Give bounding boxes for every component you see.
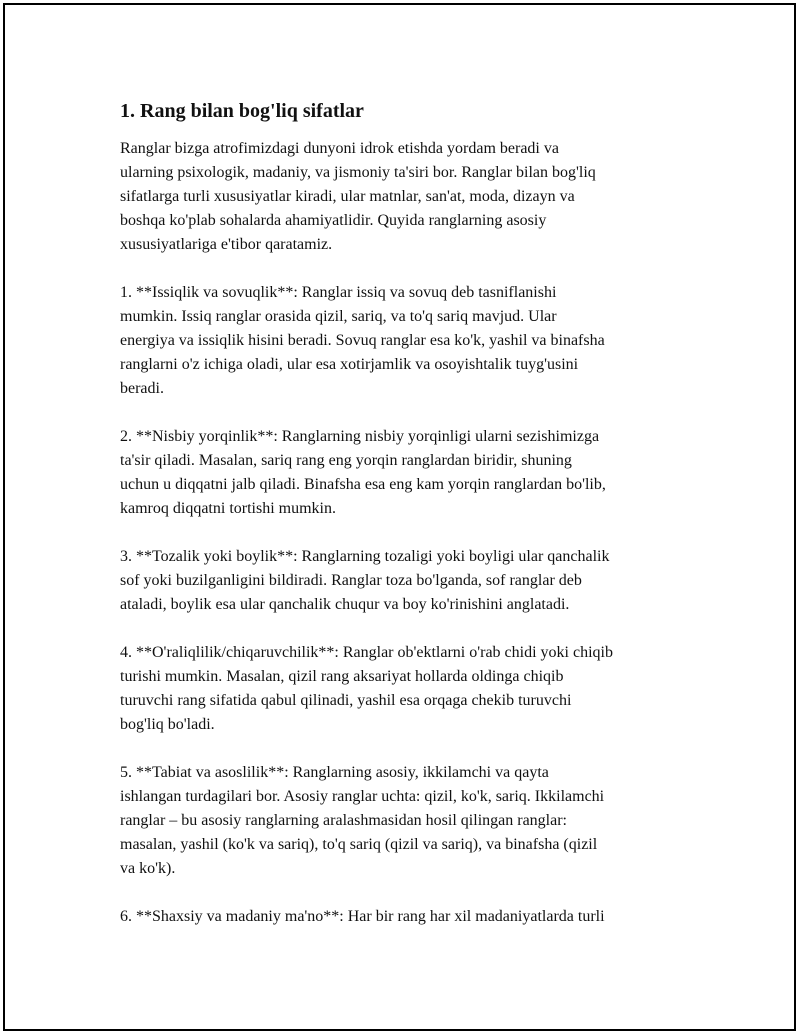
text-line: 2. **Nisbiy yorqinlik**: Ranglarning nisbiy yorqinligi ularni sezishimizga bbox=[120, 428, 600, 445]
text-line: ataladi, boylik esa ular qanchalik chuqur va boy ko'rinishini anglatadi. bbox=[120, 596, 570, 613]
text-line: sof yoki buzilganligini bildiradi. Ranglar toza bo'lganda, sof ranglar deb bbox=[120, 572, 582, 589]
list-item bbox=[120, 425, 695, 521]
text-line: masalan, yashil (ko'k va sariq), to'q sariq (qizil va sariq), va binafsha (qizil bbox=[120, 836, 598, 853]
section-heading: 1. Rang bilan bog'liq sifatlar bbox=[120, 100, 364, 122]
text-line: boshqa ko'plab sohalarda ahamiyatlidir. Quyida ranglarning asosiy bbox=[120, 212, 547, 229]
text-line: 3. **Tozalik yoki boylik**: Ranglarning tozaligi yoki boyligi ular qanchalik bbox=[120, 548, 610, 565]
text-line: turishi mumkin. Masalan, qizil rang aksariyat hollarda oldinga chiqib bbox=[120, 668, 564, 685]
text-line: va ko'k). bbox=[120, 860, 176, 877]
text-line: ranglar – bu asosiy ranglarning aralashmasidan hosil qilingan ranglar: bbox=[120, 812, 567, 829]
intro-paragraph bbox=[120, 137, 695, 257]
text-line: 1. **Issiqlik va sovuqlik**: Ranglar issiq va sovuq deb tasniflanishi bbox=[120, 284, 557, 301]
text-line: 6. **Shaxsiy va madaniy ma'no**: Har bir rang har xil madaniyatlarda turli bbox=[120, 908, 605, 925]
text-line: mumkin. Issiq ranglar orasida qizil, sariq, va to'q sariq mavjud. Ular bbox=[120, 308, 557, 325]
text-line: sifatlarga turli xususiyatlar kiradi, ular matnlar, san'at, moda, dizayn va bbox=[120, 188, 575, 205]
text-line: 5. **Tabiat va asoslilik**: Ranglarning asosiy, ikkilamchi va qayta bbox=[120, 764, 549, 781]
text-line: bog'liq bo'ladi. bbox=[120, 716, 215, 733]
text-line: ranglarni o'z ichiga oladi, ular esa xotirjamlik va osoyishtalik tuyg'usini bbox=[120, 356, 579, 373]
page-frame bbox=[3, 3, 796, 1031]
text-line: xususiyatlariga e'tibor qaratamiz. bbox=[120, 236, 333, 253]
list-item bbox=[120, 281, 695, 401]
text-line: ishlangan turdagilari bor. Asosiy ranglar uchta: qizil, ko'k, sariq. Ikkilamchi bbox=[120, 788, 605, 805]
text-line: ta'sir qiladi. Masalan, sariq rang eng yorqin ranglardan biridir, shuning bbox=[120, 452, 572, 469]
text-line: 4. **O'raliqlilik/chiqaruvchilik**: Ranglar ob'ektlarni o'rab chidi yoki chiqib bbox=[120, 644, 613, 661]
document-body bbox=[120, 97, 695, 953]
text-line: ularning psixologik, madaniy, va jismoniy ta'siri bor. Ranglar bilan bog'liq bbox=[120, 164, 596, 181]
text-line: Ranglar bizga atrofimizdagi dunyoni idrok etishda yordam beradi va bbox=[120, 140, 559, 157]
text-line: beradi. bbox=[120, 380, 164, 397]
list-item bbox=[120, 905, 695, 929]
text-line: kamroq diqqatni tortishi mumkin. bbox=[120, 500, 336, 517]
text-line: turuvchi rang sifatida qabul qilinadi, yashil esa orqaga chekib turuvchi bbox=[120, 692, 572, 709]
list-item bbox=[120, 545, 695, 617]
list-item bbox=[120, 761, 695, 881]
list-item bbox=[120, 641, 695, 737]
text-line: energiya va issiqlik hisini beradi. Sovuq ranglar esa ko'k, yashil va binafsha bbox=[120, 332, 605, 349]
text-line: uchun u diqqatni jalb qiladi. Binafsha esa eng kam yorqin ranglardan bo'lib, bbox=[120, 476, 606, 493]
